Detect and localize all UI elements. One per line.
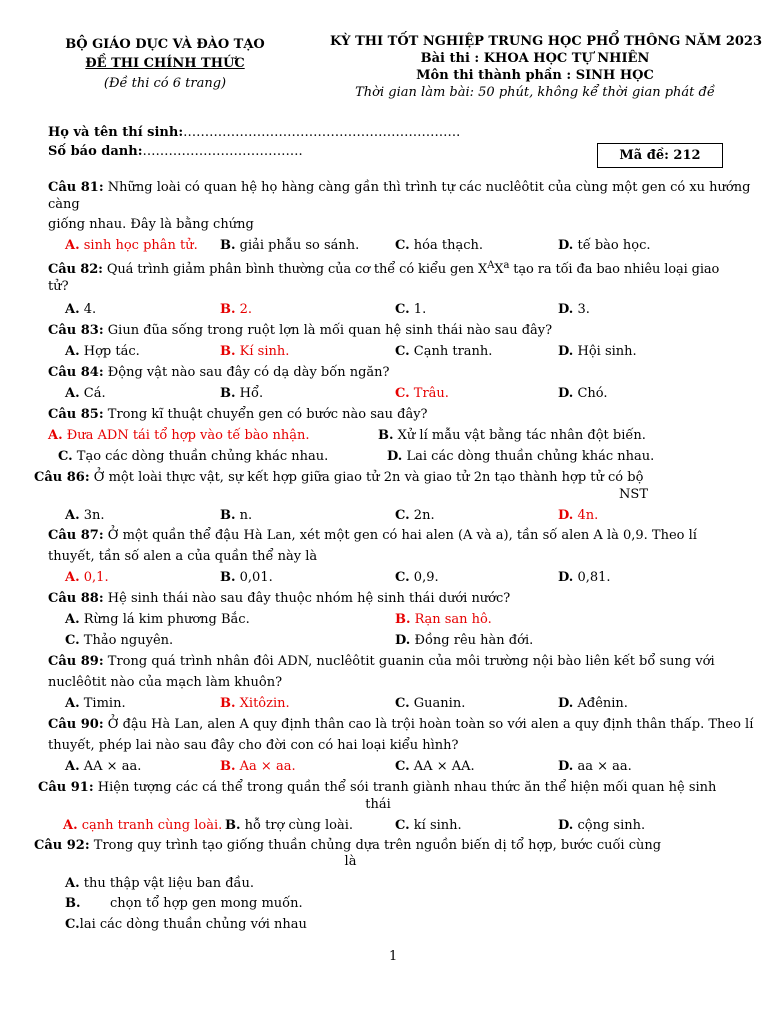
question-number: Câu 82: <box>48 262 103 277</box>
genotype <box>478 262 509 277</box>
question-89-option-b <box>220 695 290 713</box>
question-text: Trong kĩ thuật chuyển gen có bước nào sau đây? <box>107 407 428 422</box>
question-91-option-b <box>225 817 353 835</box>
option-letter: D. <box>558 302 574 317</box>
question-83-line-1 <box>48 322 552 340</box>
option-letter: C. <box>65 633 80 648</box>
option-text: Kí sinh. <box>239 344 290 359</box>
question-88-option-b <box>395 611 492 629</box>
question-text: Ở một loài thực vật, sự kết hợp giữa giao tử 2n và giao tử 2n tạo thành hợp tử có bộ <box>93 470 644 485</box>
question-91-line-2: thái <box>365 797 391 812</box>
option-text: hỗ trợ cùng loài. <box>244 818 354 833</box>
question-91-line-1 <box>38 779 716 797</box>
question-text: Những loài có quan hệ họ hàng càng gần thì trình tự các nuclêôtit của cùng một gen có xu hướng <box>107 180 751 195</box>
question-84-option-c <box>395 385 449 403</box>
question-85-option-d <box>387 448 654 466</box>
question-88-option-d <box>395 632 533 650</box>
option-text: AA × AA. <box>413 759 475 774</box>
option-text: tế bào học. <box>577 238 651 253</box>
option-text: Xử lí mẫu vật bằng tác nhân đột biến. <box>397 428 646 443</box>
question-81-line-3: giống nhau. Đây là bằng chứng <box>48 217 254 232</box>
option-text: Cá. <box>83 386 106 401</box>
question-81-line-2: càng <box>48 197 80 212</box>
option-letter: D. <box>558 344 574 359</box>
question-91-option-a <box>63 817 222 835</box>
question-89-line-1 <box>48 653 715 671</box>
option-text: Aa × aa. <box>239 759 296 774</box>
exam-subject: Môn thi thành phần : SINH HỌC <box>416 68 654 83</box>
option-letter: B. <box>220 508 236 523</box>
option-text: lai các dòng thuần chủng với nhau <box>79 917 307 932</box>
option-text: 2. <box>239 302 253 317</box>
question-text: Động vật nào sau đây có dạ dày bốn ngăn? <box>107 365 390 380</box>
option-text: Hổ. <box>239 386 264 401</box>
question-85-option-c <box>58 448 328 466</box>
option-text: Guanin. <box>413 696 466 711</box>
candidate-name-label: Họ và tên thí sinh: <box>48 125 184 140</box>
question-87-option-d <box>558 569 611 587</box>
question-88-line-1 <box>48 590 510 608</box>
option-text: Thảo nguyên. <box>83 633 174 648</box>
question-90-option-b <box>220 758 296 776</box>
question-83-option-a <box>65 343 140 361</box>
option-text: Timin. <box>83 696 126 711</box>
option-text: cộng sinh. <box>577 818 646 833</box>
question-90-line-2: thuyết, phép lai nào sau đây cho đời con có hai loại kiểu hình? <box>48 738 459 753</box>
question-87-option-b <box>220 569 273 587</box>
question-92-option-b <box>65 895 465 913</box>
option-letter: B. <box>395 612 411 627</box>
question-number: Câu 91: <box>38 780 94 795</box>
option-letter: D. <box>558 570 574 585</box>
question-text: Hiện tượng các cá thể trong quần thể sói tranh giành nhau thức ăn thể hiện mối quan hệ sinh <box>97 780 717 795</box>
option-letter: D. <box>558 238 574 253</box>
question-91-option-d <box>558 817 645 835</box>
option-text: Chó. <box>577 386 608 401</box>
option-letter: B. <box>220 344 236 359</box>
question-number: Câu 85: <box>48 407 104 422</box>
question-85-option-b <box>378 427 646 445</box>
question-90-option-c <box>395 758 475 776</box>
option-text: 0,81. <box>577 570 611 585</box>
option-text: 4. <box>83 302 97 317</box>
candidate-id-dots: ………………………………. <box>142 144 303 159</box>
question-number: Câu 84: <box>48 365 104 380</box>
option-letter: D. <box>558 508 574 523</box>
question-number: Câu 92: <box>34 838 90 853</box>
option-text: sinh học phân tử. <box>83 238 198 253</box>
option-letter: A. <box>65 238 80 253</box>
page-number: 1 <box>389 949 398 964</box>
question-text: tạo ra tối đa bao nhiêu loại giao <box>513 262 720 277</box>
question-85-option-a <box>48 427 310 445</box>
option-letter: A. <box>63 818 78 833</box>
genotype-chromosome-1: X <box>478 262 488 277</box>
question-82-option-c <box>395 301 426 319</box>
question-92-line-2: là <box>344 854 357 869</box>
candidate-id-line <box>48 143 303 161</box>
ministry-name: BỘ GIÁO DỤC VÀ ĐÀO TẠO <box>65 37 265 52</box>
option-letter: C. <box>395 302 410 317</box>
question-text: Quá trình giảm phân bình thường của cơ thể có kiểu gen <box>106 262 475 277</box>
question-text: Trong quá trình nhân đôi ADN, nuclêôtit guanin của môi trường nội bào liên kết bổ sung với <box>107 654 715 669</box>
option-text: chọn tổ hợp gen mong muốn. <box>110 896 303 911</box>
option-text: 0,1. <box>83 570 109 585</box>
question-88-option-c <box>65 632 173 650</box>
option-text: 1. <box>413 302 427 317</box>
option-letter: A. <box>65 302 80 317</box>
question-number: Câu 87: <box>48 528 104 543</box>
option-text: 0,01. <box>239 570 273 585</box>
question-86-option-c <box>395 507 435 525</box>
question-number: Câu 86: <box>34 470 90 485</box>
question-text: Hệ sinh thái nào sau đây thuộc nhóm hệ sinh thái dưới nước? <box>107 591 511 606</box>
option-letter: C. <box>395 570 410 585</box>
option-letter: B. <box>225 818 241 833</box>
question-number: Câu 89: <box>48 654 104 669</box>
genotype-allele-1: A <box>487 260 495 271</box>
option-letter: A. <box>65 759 80 774</box>
option-letter: C. <box>395 818 410 833</box>
option-text: thu thập vật liệu ban đầu. <box>83 876 255 891</box>
option-letter: B. <box>378 428 394 443</box>
option-letter: A. <box>48 428 63 443</box>
question-81-option-c <box>395 237 483 255</box>
option-letter: C. <box>65 917 80 932</box>
question-88-option-a <box>65 611 250 629</box>
official-exam-label: ĐỀ THI CHÍNH THỨC <box>85 56 245 71</box>
option-letter: C. <box>395 238 410 253</box>
option-letter: B. <box>65 896 81 911</box>
question-text: Ở đậu Hà Lan, alen A quy định thân cao là trội hoàn toàn so với alen a quy định thân thấp. Theo lí <box>107 717 754 732</box>
question-91-option-c <box>395 817 462 835</box>
question-82-option-b <box>220 301 252 319</box>
option-letter: A. <box>65 386 80 401</box>
candidate-name-dots: ………………………………………………………. <box>183 125 461 140</box>
question-87-line-1 <box>48 527 697 545</box>
question-81-option-a <box>65 237 198 255</box>
genotype-allele-2: a <box>503 260 510 271</box>
question-83-option-b <box>220 343 289 361</box>
question-87-option-c <box>395 569 439 587</box>
option-letter: D. <box>558 696 574 711</box>
question-89-option-c <box>395 695 465 713</box>
option-letter: A. <box>65 344 80 359</box>
question-86-line-1 <box>34 469 643 487</box>
question-90-line-1 <box>48 716 753 734</box>
option-letter: A. <box>65 876 80 891</box>
option-letter: D. <box>558 818 574 833</box>
question-number: Câu 90: <box>48 717 104 732</box>
official-exam-heading <box>40 55 290 73</box>
question-87-option-a <box>65 569 109 587</box>
option-text: 4n. <box>577 508 599 523</box>
question-90-option-a <box>65 758 141 776</box>
option-letter: B. <box>220 759 236 774</box>
option-text: 3. <box>577 302 590 317</box>
exam-test: Bài thi : KHOA HỌC TỰ NHIÊN <box>420 51 650 66</box>
option-text: cạnh tranh cùng loài. <box>81 818 223 833</box>
option-text: Xitôzin. <box>239 696 290 711</box>
option-text: 3n. <box>83 508 105 523</box>
question-84-option-b <box>220 385 263 403</box>
option-letter: C. <box>395 759 410 774</box>
option-letter: A. <box>65 612 80 627</box>
question-83-option-d <box>558 343 637 361</box>
option-letter: B. <box>220 302 236 317</box>
question-84-option-a <box>65 385 106 403</box>
option-letter: C. <box>395 344 410 359</box>
question-86-option-b <box>220 507 252 525</box>
question-89-option-a <box>65 695 126 713</box>
question-86-line-2: NST <box>619 487 648 502</box>
option-letter: D. <box>395 633 411 648</box>
option-letter: B. <box>220 238 236 253</box>
option-text: Hợp tác. <box>83 344 140 359</box>
question-89-option-d <box>558 695 628 713</box>
option-text: AA × aa. <box>83 759 142 774</box>
question-number: Câu 83: <box>48 323 104 338</box>
option-text: hóa thạch. <box>413 238 484 253</box>
candidate-id-label: Số báo danh: <box>48 144 143 159</box>
exam-code-box <box>597 143 723 168</box>
option-text: giải phẫu so sánh. <box>239 238 360 253</box>
option-text: Cạnh tranh. <box>413 344 493 359</box>
question-81-option-b <box>220 237 359 255</box>
question-number: Câu 88: <box>48 591 104 606</box>
option-text: 2n. <box>413 508 435 523</box>
question-text: Giun đũa sống trong ruột lợn là mối quan hệ sinh thái nào sau đây? <box>107 323 553 338</box>
option-letter: C. <box>395 386 410 401</box>
exam-title: KỲ THI TỐT NGHIỆP TRUNG HỌC PHỔ THÔNG NĂM 2023 <box>330 34 762 49</box>
option-text: aa × aa. <box>577 759 632 774</box>
option-letter: D. <box>387 449 403 464</box>
option-text: Rạn san hô. <box>414 612 492 627</box>
exam-code: Mã đề: 212 <box>619 148 701 163</box>
option-text: Đưa ADN tái tổ hợp vào tế bào nhận. <box>66 428 310 443</box>
option-text: 0,9. <box>413 570 439 585</box>
option-letter: C. <box>58 449 73 464</box>
question-82-line-1 <box>48 261 719 279</box>
question-text: Ở một quần thể đậu Hà Lan, xét một gen có hai alen (A và a), tần số alen A là 0,9. Theo lí <box>107 528 697 543</box>
question-84-line-1 <box>48 364 390 382</box>
question-89-line-2: nuclêôtit nào của mạch làm khuôn? <box>48 675 283 690</box>
genotype-chromosome-2: X <box>494 262 504 277</box>
option-letter: B. <box>220 696 236 711</box>
option-text: Tạo các dòng thuần chủng khác nhau. <box>76 449 329 464</box>
option-letter: A. <box>65 696 80 711</box>
candidate-name-line <box>48 124 460 142</box>
page-count-note: (Đề thi có 6 trang) <box>103 76 227 91</box>
option-text: Rừng lá kim phương Bắc. <box>83 612 250 627</box>
question-84-option-d <box>558 385 608 403</box>
option-text: Trâu. <box>413 386 449 401</box>
option-text: n. <box>239 508 253 523</box>
question-82-line-2: tử? <box>48 279 69 294</box>
question-81-line-1 <box>48 179 750 197</box>
question-86-option-d <box>558 507 598 525</box>
option-text: Đồng rêu hàn đới. <box>414 633 534 648</box>
exam-time-note: Thời gian làm bài: 50 phút, không kể thời gian phát đề <box>355 85 715 100</box>
question-82-option-a <box>65 301 96 319</box>
option-letter: D. <box>558 386 574 401</box>
question-85-line-1 <box>48 406 428 424</box>
option-letter: D. <box>558 759 574 774</box>
question-83-option-c <box>395 343 492 361</box>
question-86-option-a <box>65 507 105 525</box>
option-text: Hội sinh. <box>577 344 637 359</box>
option-letter: A. <box>65 508 80 523</box>
question-87-line-2: thuyết, tần số alen a của quần thể này là <box>48 549 318 564</box>
option-letter: C. <box>395 696 410 711</box>
option-text: Lai các dòng thuần chủng khác nhau. <box>406 449 655 464</box>
option-text: Ađênin. <box>577 696 628 711</box>
option-letter: A. <box>65 570 80 585</box>
question-92-option-c <box>65 916 307 934</box>
question-92-option-a <box>65 875 254 893</box>
option-text: kí sinh. <box>413 818 462 833</box>
question-90-option-d <box>558 758 632 776</box>
option-letter: C. <box>395 508 410 523</box>
question-82-option-d <box>558 301 590 319</box>
option-letter: B. <box>220 386 236 401</box>
option-letter: B. <box>220 570 236 585</box>
question-text: Trong quy trình tạo giống thuần chủng dựa trên nguồn biến dị tổ hợp, bước cuối cùng <box>93 838 662 853</box>
question-81-option-d <box>558 237 650 255</box>
question-number: Câu 81: <box>48 180 104 195</box>
